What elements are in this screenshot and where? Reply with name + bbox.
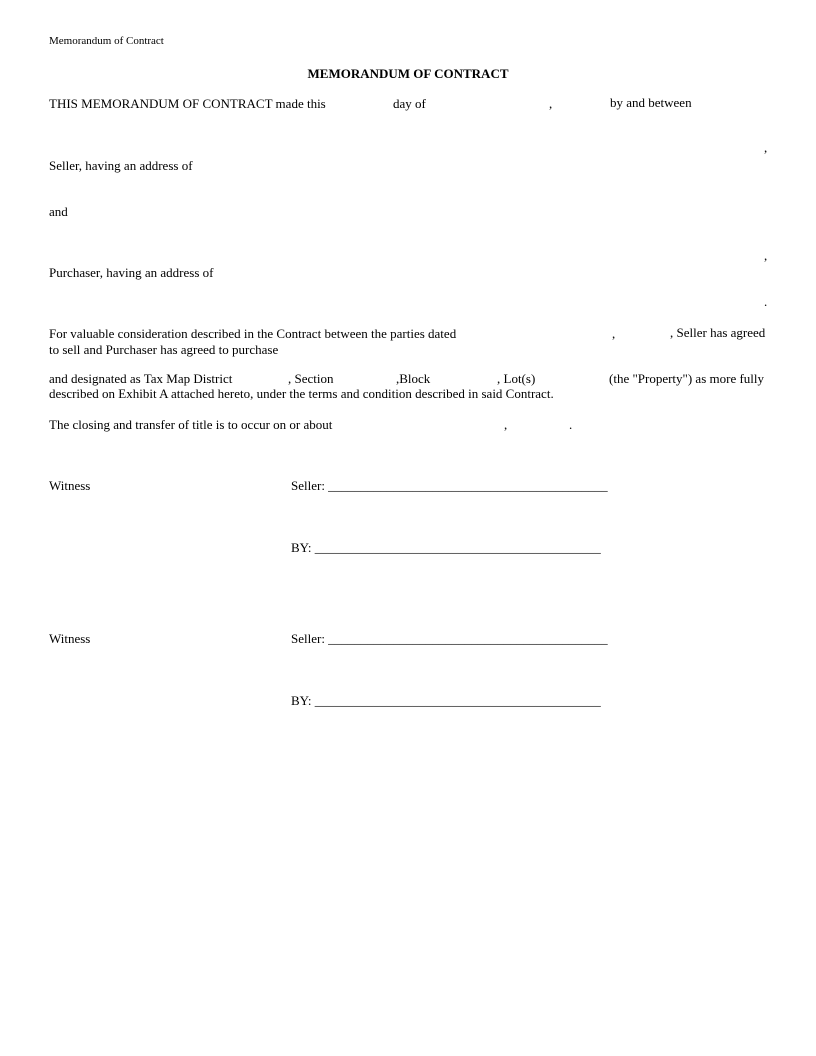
purchaser-address-field-2[interactable] xyxy=(49,294,759,309)
seller-address-field[interactable] xyxy=(200,158,768,173)
tax-map-property: (the "Property") as more fully xyxy=(609,371,765,386)
district-field[interactable] xyxy=(242,371,286,386)
purchaser-trailing-comma: , xyxy=(764,248,768,263)
purchaser-address-field[interactable] xyxy=(222,265,768,280)
seller-signature-line-1[interactable]: Seller: ___________________________________________ xyxy=(291,478,608,493)
seller-signature-line-2[interactable]: Seller: ___________________________________________ xyxy=(291,631,608,646)
seller-name-field[interactable] xyxy=(49,141,759,156)
closing-text: The closing and transfer of title is to occur on or about xyxy=(49,417,333,432)
tax-map-block: ,Block xyxy=(396,371,431,386)
purchaser-name-field[interactable] xyxy=(49,248,759,263)
by-signature-line-1[interactable]: BY: ____________________________________________ xyxy=(291,540,601,555)
closing-date-field[interactable] xyxy=(344,417,500,432)
document-title: MEMORANDUM OF CONTRACT xyxy=(307,66,509,81)
running-header: Memorandum of Contract xyxy=(49,35,164,47)
tax-map-lots: , Lot(s) xyxy=(497,371,536,386)
lots-field[interactable] xyxy=(540,371,606,386)
seller-address-label: Seller, having an address of xyxy=(49,158,193,173)
tax-map-designated: and designated as Tax Map District xyxy=(49,371,233,386)
witness-label-1: Witness xyxy=(49,478,91,493)
intro-prefix: THIS MEMORANDUM OF CONTRACT made this xyxy=(49,96,326,111)
consideration-seller-agreed: , Seller has agreed xyxy=(670,325,766,340)
year-field[interactable] xyxy=(556,96,606,111)
consideration-line-2: to sell and Purchaser has agreed to purchase xyxy=(49,342,279,357)
closing-comma: , xyxy=(504,417,508,432)
consideration-line-1: For valuable consideration described in the Contract between the parties dated xyxy=(49,326,457,341)
closing-year-field[interactable] xyxy=(512,417,566,432)
and-connector: and xyxy=(49,204,68,219)
month-field[interactable] xyxy=(432,96,546,111)
contract-year-field[interactable] xyxy=(620,326,668,341)
purchaser-address-label: Purchaser, having an address of xyxy=(49,265,214,280)
contract-date-field[interactable] xyxy=(472,326,608,341)
intro-by-and-between: by and between xyxy=(610,95,692,110)
consideration-comma: , xyxy=(612,326,616,341)
seller-trailing-comma: , xyxy=(764,140,768,155)
closing-period: . xyxy=(569,417,573,432)
purchaser-trailing-period: . xyxy=(764,294,768,309)
witness-label-2: Witness xyxy=(49,631,91,646)
by-signature-line-2[interactable]: BY: ____________________________________________ xyxy=(291,693,601,708)
block-field[interactable] xyxy=(434,371,494,386)
section-field[interactable] xyxy=(338,371,394,386)
tax-map-section: , Section xyxy=(288,371,334,386)
purchase-description-field[interactable] xyxy=(290,342,768,357)
day-field[interactable] xyxy=(337,96,391,111)
intro-comma: , xyxy=(549,96,553,111)
intro-day-of: day of xyxy=(393,96,426,111)
tax-map-line-2: described on Exhibit A attached hereto, under the terms and condition described in said Contract. xyxy=(49,386,554,401)
